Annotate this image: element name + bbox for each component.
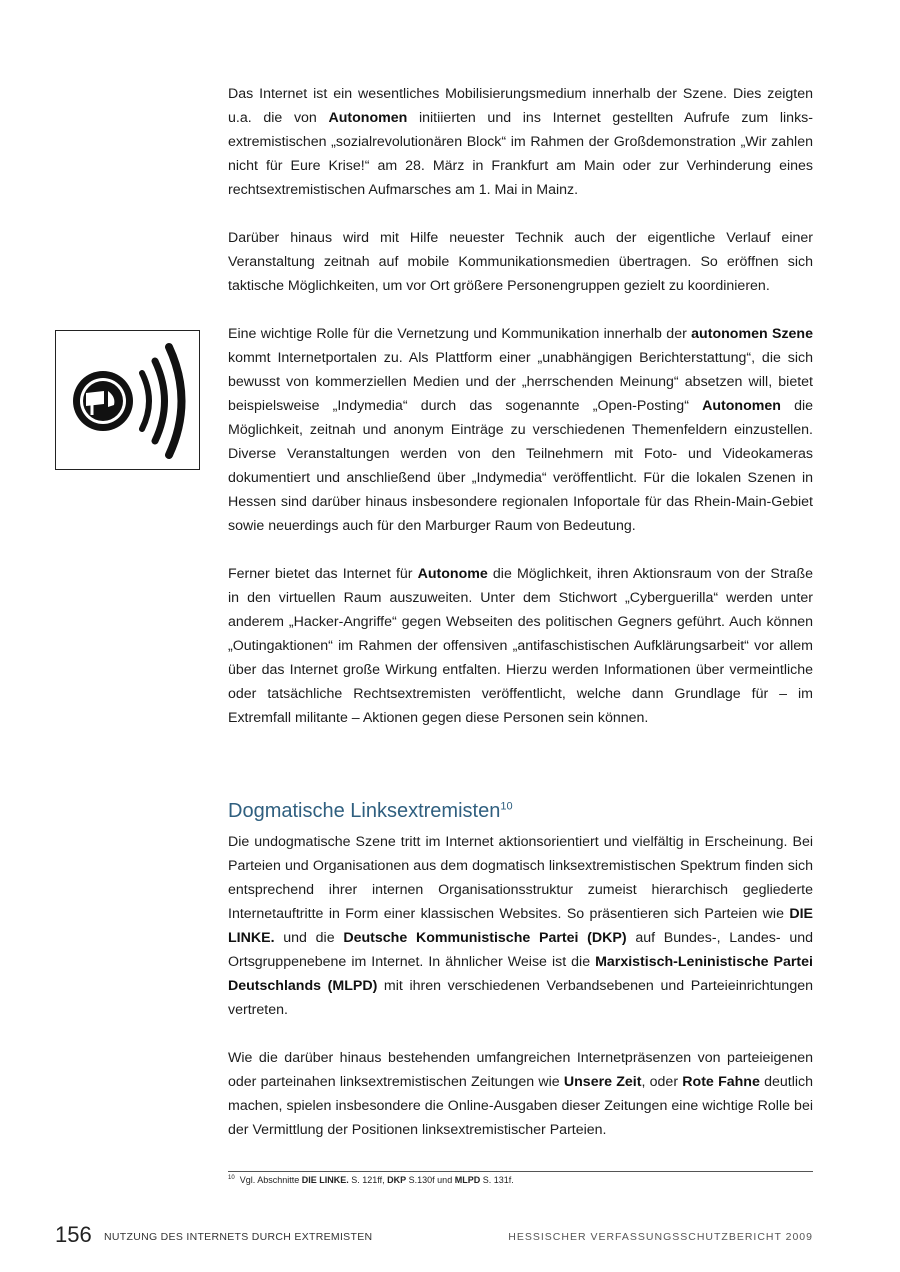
paragraph-mobile-tech: Darüber hinaus wird mit Hilfe neuester Technik auch der eigentliche Verlauf einer Veranstaltung zeitnah auf mobile Kommunikationsmedien übertragen. So eröffnen sich taktische Möglichkeiten, um vor Ort größere Personengruppen gezielt zu koordinieren. (228, 230, 813, 294)
text-block-dogmatic (228, 830, 813, 1142)
paragraph-dogmatic-parties: Die undogmatische Szene tritt im Internet aktionsorientiert und vielfältig in Erscheinung. Bei Parteien und Organisationen aus dem dogmatisch linksextremistischen Spektrum finden sich entsprechend ihrer internen Organisationsstruktur zumeist hierarchisch gegliederte Internetauftritte in Form einer klassischen Websites. So präsentieren sich Parteien wie DIE LINKE. und die Deutsche Kommunistische Partei (DKP) auf Bundes-, Landes- und Ortsgruppenebene im Internet. In ähnlicher Weise ist die Marxistisch-Leninistische Partei Deutschlands (MLPD) mit ihren verschiedenen Verbandsebenen und Parteieinrichtungen vertreten. (228, 834, 813, 1018)
paragraph-cyberguerilla: Ferner bietet das Internet für Autonome die Möglichkeit, ihren Aktionsraum von der Straße in den virtuellen Raum auszuweiten. Unter dem Stichwort „Cyberguerilla“ werden unter anderem „Hacker-Angriffe“ gegen Webseiten des politischen Gegners geführt. Auch können „Outingaktionen“ im Rahmen der offensiven „antifaschistischen Aufklärungsarbeit“ vor allem über das Internet große Wirkung entfalten. Hierzu werden Informationen über vermeintliche oder tatsächliche Rechtsextremisten veröffentlicht, welche dann Grundlage für – im Extremfall militante – Aktionen gegen diese Personen sein können. (228, 566, 813, 726)
antifa-broadcast-icon (55, 330, 200, 470)
text-block-middle (228, 322, 813, 730)
footnote: $^{10}$ Vgl. Abschnitte DIE LINKE. S. 121ff, DKP S.130f und MLPD S. 131f. (228, 1175, 514, 1185)
page-number: 156 (55, 1222, 92, 1247)
text-block-top (228, 82, 813, 298)
paragraph-mobilisation: Das Internet ist ein wesentliches Mobilisierungsmedium innerhalb der Szene. Dies zeigten u.a. die von Autonomen initiierten und ins Internet gestellten Aufrufe zum links-extremistischen „sozialrevolutionären Block“ im Rahmen der Großdemonstration „Wir zahlen nicht für Eure Krise!“ am 28. März in Frankfurt am Main oder zur Verhinderung eines rechtsextremistischen Aufmarsches am 1. Mai in Mainz. (228, 86, 813, 198)
section-heading: Dogmatische Linksextremisten$^{10}$ (228, 800, 513, 822)
footnote-divider (228, 1171, 813, 1172)
footer-chapter-title: NUTZUNG DES INTERNETS DURCH EXTREMISTEN (104, 1231, 373, 1243)
paragraph-internet-portals: Eine wichtige Rolle für die Vernetzung und Kommunikation innerhalb der autonomen Szene kommt Internetportalen zu. Als Plattform einer „unabhängigen Berichterstattung“, die sich bewusst von kommerziellen Medien und der „herrschenden Meinung“ absetzen will, bietet beispielsweise „Indymedia“ durch das sogenannte „Open-Posting“ Autonomen die Möglichkeit, zeitnah und anonym Einträge zu verschiedenen Themenfeldern einzustellen. Diverse Veranstaltungen werden von den Teilnehmern mit Foto- und Videokameras dokumentiert und anschließend über „Indymedia“ veröffentlicht. Für die lokalen Szenen in Hessen sind darüber hinaus insbesondere regionalen Infoportale für das Rhein-Main-Gebiet sowie neuerdings auch für den Marburger Raum von Bedeutung. (228, 326, 814, 534)
footnote-ref[interactable]: 10 (500, 800, 513, 813)
footer-report-title: HESSISCHER VERFASSUNGSSCHUTZBERICHT 2009 (508, 1231, 813, 1243)
paragraph-newspapers: Wie die darüber hinaus bestehenden umfangreichen Internetpräsenzen von parteieigenen oder parteinahen linksextremistischen Zeitungen wie Unsere Zeit, oder Rote Fahne deutlich machen, spielen insbesondere die Online-Ausgaben dieser Zeitungen eine wichtige Rolle bei der Vermittlung der Positionen linksextremistischer Parteien. (228, 1050, 814, 1138)
